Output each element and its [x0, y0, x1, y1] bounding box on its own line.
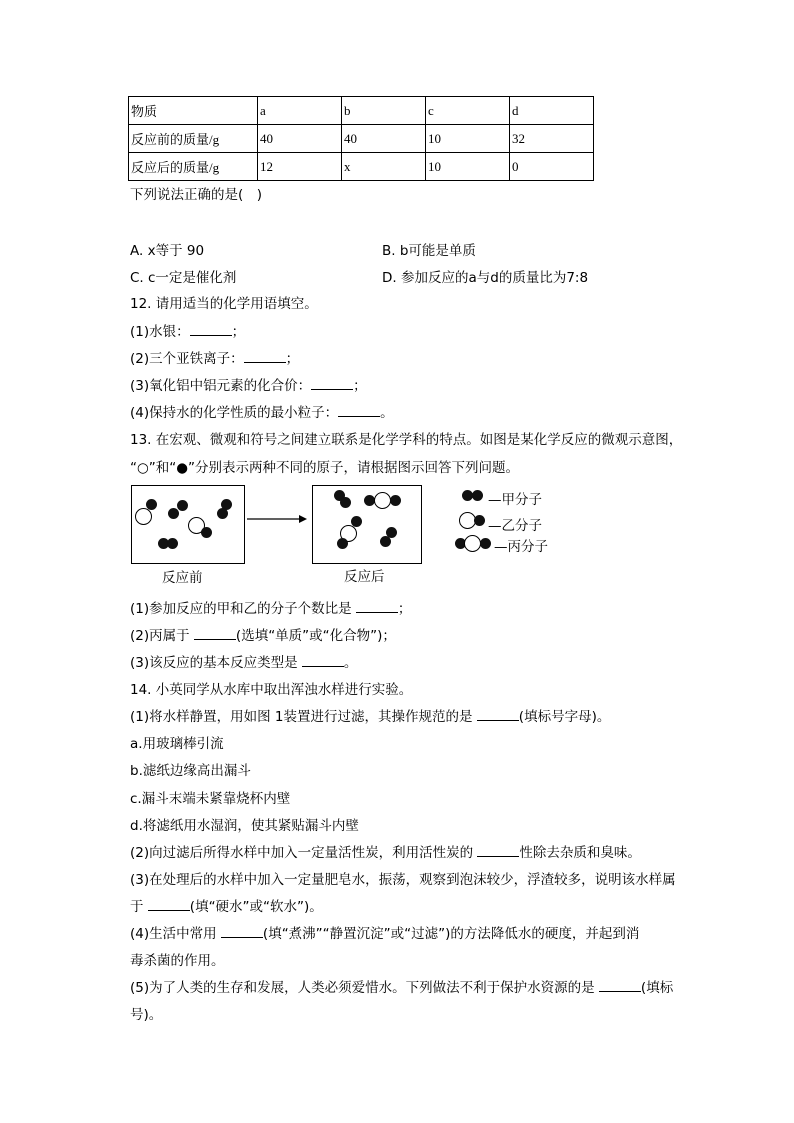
q12-item-1-text: (1)水银： [130, 324, 190, 340]
answer-blank[interactable] [356, 611, 398, 613]
black-atom [480, 538, 491, 549]
q12-item-4-end: 。 [380, 405, 394, 421]
q12-item-3 [130, 374, 367, 394]
answer-blank[interactable] [221, 936, 263, 938]
q12-item-1-end: ； [231, 324, 246, 340]
black-atom [340, 497, 351, 508]
black-atom [167, 538, 178, 549]
table-cell: 40 [258, 125, 342, 153]
q14-part-3-text: 于 [130, 899, 148, 915]
q13-item-1 [130, 597, 411, 617]
q12-item-2 [130, 347, 299, 367]
q13-item-3-text: (3)该反应的基本反应类型是 [130, 655, 302, 671]
black-atom [472, 490, 483, 501]
q14-part-3-end: (填“硬水”或“软水”)。 [189, 899, 323, 915]
white-atom [135, 508, 152, 525]
q14-part-1-end: (填标号字母)。 [518, 709, 611, 725]
q14-choice-b: b.滤纸边缘高出漏斗 [130, 763, 251, 779]
answer-blank[interactable] [302, 665, 344, 667]
q13-item-1-end: ； [397, 601, 412, 617]
reaction-arrow-icon [245, 512, 309, 526]
legend-jia-label: —甲分子 [488, 492, 542, 508]
q14-choice-c: c.漏斗末端未紧靠烧杯内壁 [130, 791, 291, 807]
q14-part-4-text: (4)生活中常用 [130, 926, 221, 942]
table-cell: x [342, 153, 426, 181]
table-cell: 10 [426, 125, 510, 153]
white-atom [464, 535, 481, 552]
mass-table [128, 96, 594, 181]
q14-part-1-text: (1)将水样静置，用如图 1装置进行过滤，其操作规范的是 [130, 709, 477, 725]
q14-part-5-line1 [130, 976, 673, 996]
answer-blank[interactable] [477, 719, 519, 721]
q12-item-3-text: (3)氧化铝中铝元素的化合价： [130, 378, 312, 394]
legend-bing-label: —丙分子 [494, 539, 548, 555]
answer-blank[interactable] [194, 638, 236, 640]
q14-part-2-end: 性除去杂质和臭味。 [519, 845, 641, 861]
answer-blank[interactable] [599, 990, 641, 992]
black-atom [201, 527, 212, 538]
q11-stem: 下列说法正确的是( ) [130, 187, 263, 203]
table-cell: 12 [258, 153, 342, 181]
q14-part-4-line2: 毒杀菌的作用。 [130, 953, 225, 969]
table-cell: d [510, 97, 594, 125]
table-cell: 物质 [129, 97, 258, 125]
before-box [131, 485, 245, 564]
q12-item-2-end: ； [285, 351, 300, 367]
table-cell: b [342, 97, 426, 125]
q13-item-1-text: (1)参加反应的甲和乙的分子个数比是 [130, 601, 356, 617]
q14-choice-d: d.将滤纸用水湿润，使其紧贴漏斗内壁 [130, 818, 359, 834]
q14-stem: 14. 小英同学从水库中取出浑浊水样进行实验。 [130, 682, 413, 698]
before-label: 反应前 [162, 570, 203, 586]
after-box [312, 485, 422, 564]
q14-part-5-text: (5)为了人类的生存和发展，人类必须爱惜水。下列做法不利于保护水资源的是 [130, 980, 599, 996]
q12-stem: 12. 请用适当的化学用语填空。 [130, 296, 318, 312]
black-atom [390, 495, 401, 506]
q14-part-3-line1: (3)在处理后的水样中加入一定量肥皂水，振荡，观察到泡沫较少，浮渣较多，说明该水样属 [130, 872, 676, 888]
q11-option-d: D. 参加反应的a与d的质量比为7:8 [382, 270, 589, 286]
q13-item-2 [130, 624, 396, 644]
table-row [129, 153, 594, 181]
black-atom [168, 508, 179, 519]
q11-option-b: B. b可能是单质 [382, 243, 476, 259]
black-atom [380, 536, 391, 547]
answer-blank[interactable] [244, 361, 286, 363]
q14-part-4-line1 [130, 922, 639, 942]
table-row [129, 97, 594, 125]
q14-part-3-line2 [130, 895, 323, 915]
q12-item-4-text: (4)保持水的化学性质的最小粒子： [130, 405, 339, 421]
q14-choice-a: a.用玻璃棒引流 [130, 736, 224, 752]
table-cell: 10 [426, 153, 510, 181]
q13-item-2-end: (选填“单质”或“化合物”)； [235, 628, 396, 644]
white-atom [374, 492, 391, 509]
q11-option-a: A. x等于 90 [130, 243, 205, 259]
table-cell: c [426, 97, 510, 125]
black-atom [337, 538, 348, 549]
q14-part-4-end: (填“煮沸”“静置沉淀”或“过滤”)的方法降低水的硬度，并起到消 [262, 926, 640, 942]
black-atom [177, 500, 188, 511]
table-cell: 32 [510, 125, 594, 153]
answer-blank[interactable] [338, 415, 380, 417]
legend-yi-label: —乙分子 [488, 518, 542, 534]
q14-part-1 [130, 705, 610, 725]
q14-part-2-text: (2)向过滤后所得水样中加入一定量活性炭，利用活性炭的 [130, 845, 478, 861]
q12-item-4 [130, 401, 394, 421]
q14-part-5-line2: 号)。 [130, 1007, 163, 1023]
table-cell: 0 [510, 153, 594, 181]
table-cell: 反应前的质量/g [129, 125, 258, 153]
q13-stem-line2: “○”和“●”分别表示两种不同的原子，请根据图示回答下列问题。 [130, 460, 520, 476]
q12-item-2-text: (2)三个亚铁离子： [130, 351, 244, 367]
q13-item-3-end: 。 [343, 655, 358, 671]
table-cell: 反应后的质量/g [129, 153, 258, 181]
q14-part-5-end: (填标 [640, 980, 674, 996]
q14-part-2 [130, 841, 641, 861]
q13-stem-line1: 13. 在宏观、微观和符号之间建立联系是化学学科的特点。如图是某化学反应的微观示意图， [130, 432, 683, 448]
answer-blank[interactable] [190, 334, 232, 336]
table-row [129, 125, 594, 153]
q13-item-2-text: (2)丙属于 [130, 628, 194, 644]
after-label: 反应后 [344, 569, 385, 585]
table-cell: a [258, 97, 342, 125]
black-atom [217, 508, 228, 519]
table-cell: 40 [342, 125, 426, 153]
q12-item-1 [130, 320, 245, 340]
q12-item-3-end: ； [353, 378, 367, 394]
answer-blank[interactable] [311, 388, 353, 390]
answer-blank[interactable] [148, 909, 190, 911]
q13-item-3 [130, 651, 357, 671]
answer-blank[interactable] [477, 855, 519, 857]
black-atom [474, 515, 485, 526]
q11-option-c: C. c一定是催化剂 [130, 270, 237, 286]
